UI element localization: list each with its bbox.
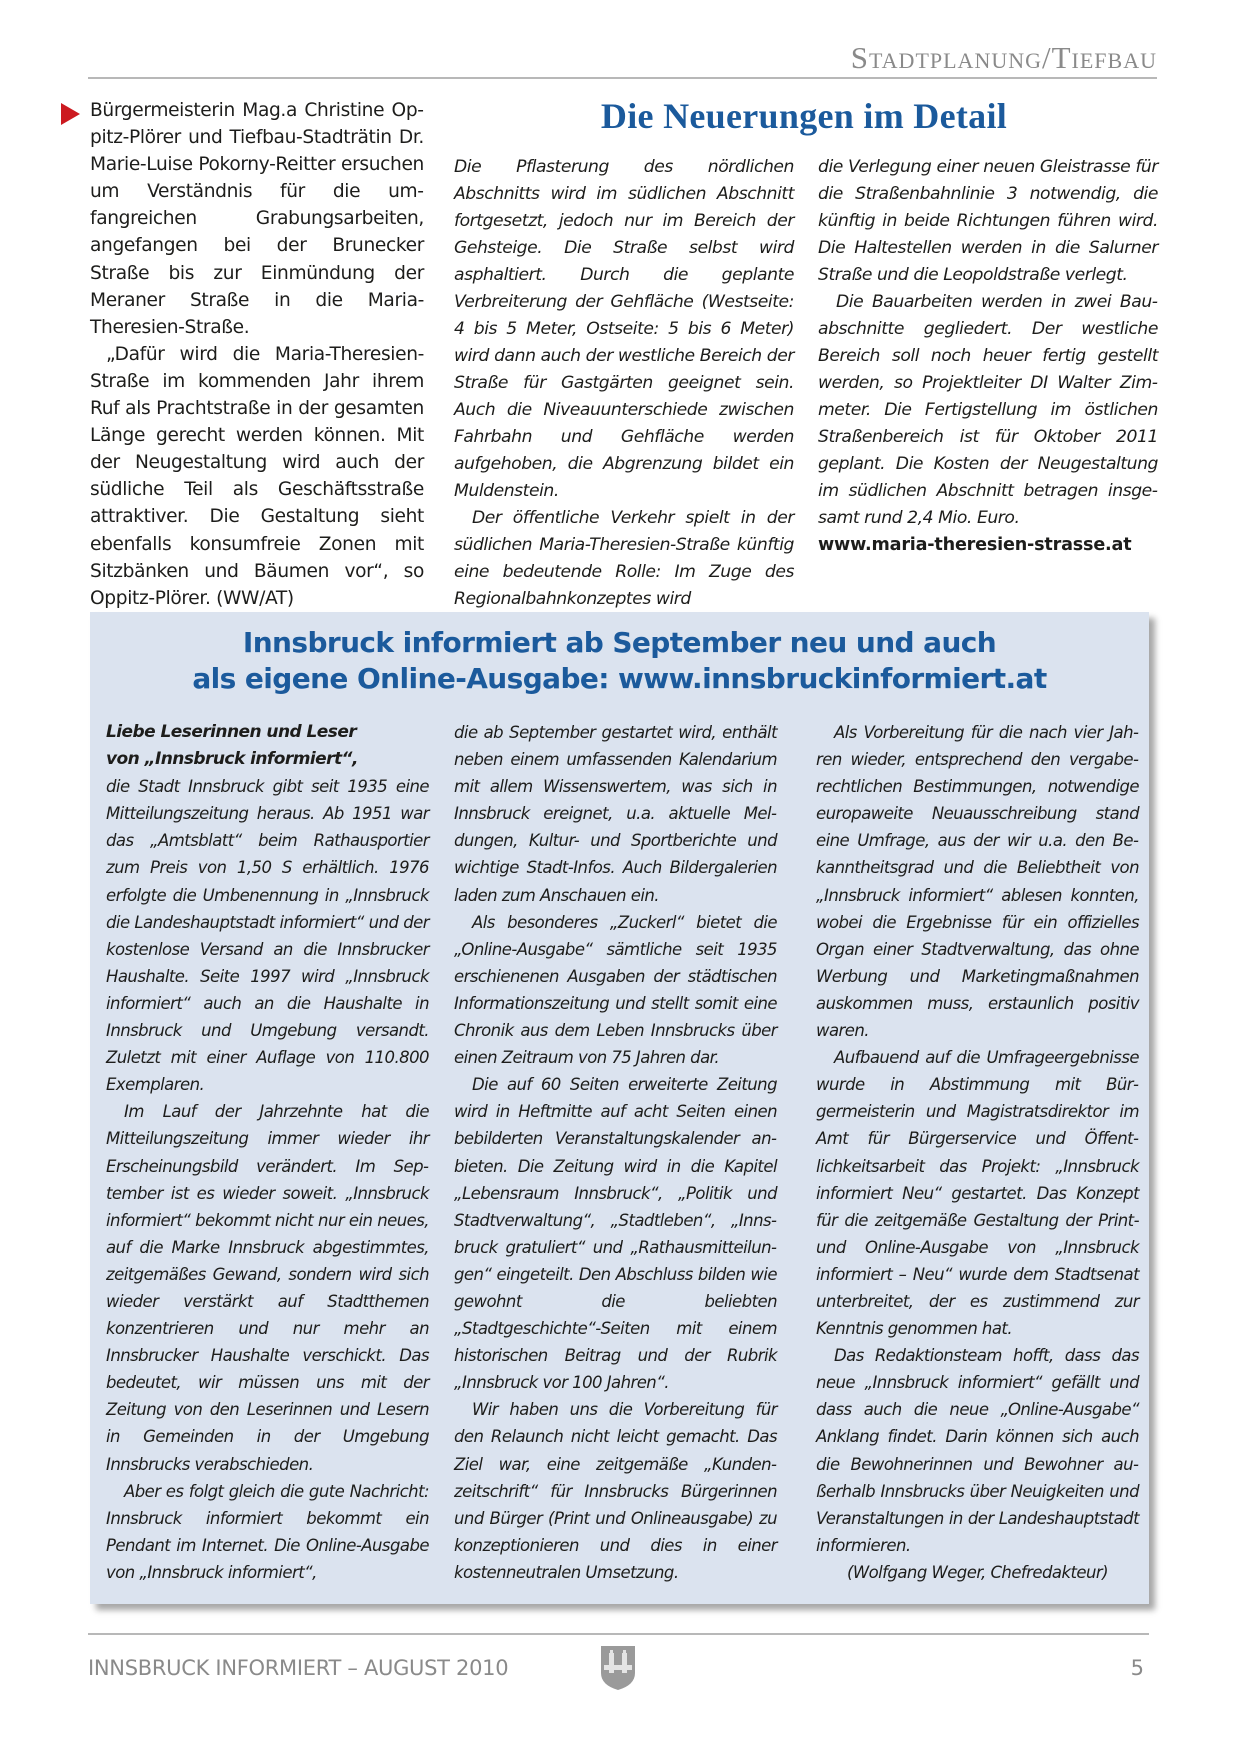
info-box-column-1 (106, 719, 429, 1586)
box-paragraph: Als besonderes „Zuckerl“ bietet die „Online-Ausgabe“ sämtliche seit 1935 erschienenen Ausgaben der städtischen Informationszeitung und stellt somit eine Chronik aus dem Leben Innsbrucks über einen Zeitraum von 75 Jahren dar. (454, 912, 777, 1068)
detail-paragraph: Die Pflasterung des nördlichen Abschnitts wird im südlichen Abschnitt fortgesetzt, jedoch nur im Bereich der Gehsteige. Die Straße selbst wird asphaltiert. Durch die geplante Verbreiterung der Gehfläche (Westseite: 4 bis 5 Meter, Ostseite: 5 bis 6 Meter) wird dann auch der westliche Bereich der Straße für Gastgärten geeignet sein. Auch die Niveauunterschiede zwischen Fahrbahn und Gehfläche werden aufgehoben, die Abgrenzung bildet ein Muldenstein. (454, 157, 794, 501)
info-box-title (90, 625, 1149, 697)
info-box-column-2 (454, 719, 777, 1586)
box-paragraph: Aber es folgt gleich die gute Nachricht: Innsbruck informiert bekommt ein Pendant im Internet. Die Online-Ausgabe von „Innsbruck informiert“, (106, 1481, 429, 1582)
page-number: 5 (1130, 1656, 1144, 1680)
signature: (Wolfgang Weger, Chefredakteur) (846, 1562, 1109, 1582)
greeting: Liebe Leserinnen und Leser (106, 722, 357, 742)
box-paragraph: Wir haben uns die Vorbereitung für den Relaunch nicht leicht gemacht. Das Ziel war, eine zeitgemäße „Kundenzeitschrift“ für Innsbrucks Bürgerinnen und Bürger (Print und Onlineausgabe) zu konzeptionieren und dies in einer kostenneutralen Umsetzung. (454, 1400, 777, 1582)
intro-paragraph: Bürgermeisterin Mag.a Christine Oppitz-Plörer und Tiefbau-Stadträtin Dr. Marie-Luise Pokorny-Reitter ersuchen um Verständnis für die umfangreichen Grabungsarbeiten, angefangen bei der Brunecker Straße bis zur Einmündung der Meraner Straße in die Maria-Theresien-Straße. (90, 100, 424, 338)
box-paragraph: Das Redaktionsteam hofft, dass das neue „Innsbruck informiert“ gefällt und dass auch die neue „Online-Ausgabe“ Anklang findet. Darin können sich auch die Bewohnerinnen und Bewohner außerhalb Innsbrucks über Neuigkeiten und Veranstaltungen in der Landeshauptstadt informieren. (816, 1346, 1139, 1555)
bottom-divider (88, 1633, 1149, 1635)
box-paragraph: Aufbauend auf die Umfrageergebnisse wurde in Abstimmung mit Bürgermeisterin und Magistratsdirektor im Amt für Bürgerservice und Öffentlichkeitsarbeit das Projekt: „Innsbruck informiert Neu“ gestartet. Das Konzept für die zeitgemäße Gestaltung der Print- und Online-Ausgabe von „Innsbruck informiert – Neu“ wurde dem Stadtsenat unterbreitet, der es zustimmend zur Kenntnis genommen hat. (816, 1048, 1139, 1339)
box-paragraph: Als Vorbereitung für die nach vier Jahren wieder, entsprechend den vergaberechtlichen Bestimmungen, notwendige europaweite Neuausschreibung stand eine Umfrage, aus der wir u.a. den Bekanntheitsgrad und die Beliebtheit von „Innsbruck informiert“ ablesen konnten, wobei die Ergebnisse für ein offizielles Organ einer Stadtverwaltung, das ohne Werbung und Marketingmaßnahmen auskommen muss, erstaunlich positiv waren. (816, 723, 1139, 1041)
intro-paragraph: „Dafür wird die Maria-Theresien-Straße im kommenden Jahr ihrem Ruf als Prachtstraße in der gesamten Länge gerecht werden können. Mit der Neugestaltung wird auch der südliche Teil als Geschäftsstraße attraktiver. Die Gestaltung sieht ebenfalls konsumfreie Zonen mit Sitzbänken und Bäumen vor“, so Oppitz-Plörer. (WW/AT) (90, 343, 424, 609)
box-paragraph: Im Lauf der Jahrzehnte hat die Mitteilungszeitung immer wieder ihr Erscheinungsbild verändert. Im September ist es wieder soweit. „Innsbruck informiert“ bekommt nicht nur ein neues, auf die Marke Innsbruck abgestimmtes, zeitgemäßes Gewand, sondern wird sich wieder verstärkt auf Stadtthemen konzentrieren und nur mehr an Innsbrucker Haushalte verschickt. Das bedeutet, wir müssen uns mit der Zeitung von den Leserinnen und Lesern in Gemeinden in der Umgebung Innsbrucks verabschieden. (106, 1102, 429, 1474)
website-link[interactable]: www.maria-theresien-strasse.at (818, 535, 1132, 555)
section-heading: Stadtplanung/Tiefbau (850, 40, 1157, 75)
info-box (90, 612, 1149, 1604)
detail-column-2 (818, 154, 1158, 559)
coat-of-arms-icon (600, 1645, 636, 1691)
box-paragraph: Die auf 60 Seiten erweiterte Zeitung wird in Heftmitte auf acht Seiten einen bebilderten Veranstaltungskalender anbieten. Die Zeitung wird in die Kapitel „Lebensraum Innsbruck“, „Politik und Stadtverwaltung“, „Stadtleben“, „Innsbruck gratuliert“ und „Rathausmitteilungen“ eingeteilt. Den Abschluss bilden wie gewohnt die beliebten „Stadtgeschichte“-Seiten mit einem historischen Beitrag und der Rubrik „Innsbruck vor 100 Jahren“. (454, 1075, 777, 1393)
intro-article (90, 97, 424, 612)
red-arrow-icon (61, 103, 80, 125)
publication-footer: INNSBRUCK INFORMIERT – AUGUST 2010 (88, 1656, 509, 1680)
box-paragraph: die ab September gestartet wird, enthält neben einem umfassenden Kalendarium mit allem Wissenswertem, was sich in Innsbruck ereignet, u.a. aktuelle Meldungen, Kultur- und Sportberichte und wichtige Stadt-Infos. Auch Bildergalerien laden zum Anschauen ein. (454, 723, 777, 905)
info-box-title-line: Innsbruck informiert ab September neu und auch (242, 626, 997, 659)
info-box-column-3 (816, 719, 1139, 1586)
detail-headline: Die Neuerungen im Detail (600, 96, 1008, 136)
detail-paragraph: Der öffentliche Verkehr spielt in der südlichen Maria-Theresien-Straße künftig eine bedeutende Rolle: Im Zuge des Regionalbahnkonzeptes wird (454, 508, 794, 609)
detail-paragraph: Die Bauarbeiten werden in zwei Bauabschnitte gegliedert. Der westliche Bereich soll noch heuer fertig gestellt werden, so Projektleiter DI Walter Zimmeter. Die Fertigstellung im östlichen Straßenbereich ist für Oktober 2011 geplant. Die Kosten der Neugestaltung im südlichen Abschnitt betragen insgesamt rund 2,4 Mio. Euro. (818, 292, 1158, 528)
detail-column-1 (454, 154, 794, 613)
detail-paragraph: die Verlegung einer neuen Gleistrasse für die Straßenbahnlinie 3 notwendig, die künftig in beide Richtungen führen wird. Die Haltestellen werden in die Salurner Straße und die Leopoldstraße verlegt. (818, 157, 1158, 285)
top-divider (88, 77, 1157, 79)
greeting: von „Innsbruck informiert“, (106, 749, 358, 770)
info-box-title-line: als eigene Online-Ausgabe: www.innsbruckinformiert.at (192, 662, 1047, 695)
box-paragraph: die Stadt Innsbruck gibt seit 1935 eine Mitteilungszeitung heraus. Ab 1951 war das „Amtsblatt“ beim Rathausportier zum Preis von 1,50 S erhältlich. 1976 erfolgte die Umbenennung in „Innsbruck die Landeshauptstadt informiert“ und der kostenlose Versand an die Innsbrucker Haushalte. Seite 1997 wird „Innsbruck informiert“ auch an die Haushalte in Innsbruck und Umgebung versandt. Zuletzt mit einer Auflage von 110.800 Exemplaren. (106, 777, 429, 1095)
